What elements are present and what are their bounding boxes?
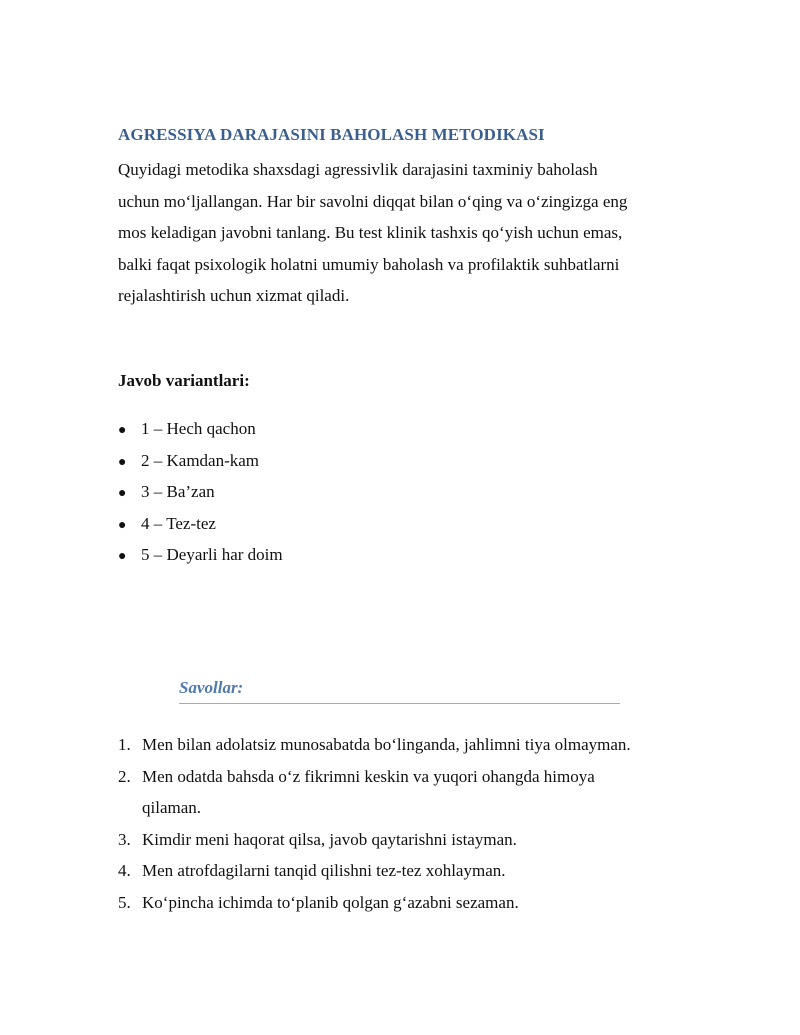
answer-option-label: 1 – Hech qachon — [141, 419, 256, 438]
question-text: Men atrofdagilarni tanqid qilishni tez-tez xohlayman. — [142, 861, 506, 880]
intro-line: uchun mo‘ljallangan. Har bir savolni diqqat bilan o‘qing va o‘zingizga eng — [118, 191, 628, 211]
heading-underline-divider — [179, 703, 620, 704]
question-number: 2. — [118, 766, 131, 786]
question-item — [118, 855, 631, 887]
question-number: 5. — [118, 892, 131, 912]
bullet-icon: ● — [118, 517, 127, 533]
answer-option — [118, 539, 283, 571]
question-number: 1. — [118, 735, 131, 754]
answer-option — [118, 476, 283, 508]
question-text: Men bilan adolatsiz munosabatda bo‘linganda, jahlimni tiya olmayman. — [142, 735, 631, 754]
answer-options-list — [118, 413, 283, 571]
question-text: Kimdir meni haqorat qilsa, javob qaytarishni istayman. — [142, 829, 517, 849]
questions-heading: Savollar: — [179, 678, 244, 697]
intro-line: rejalashtirish uchun xizmat qiladi. — [118, 286, 350, 305]
answer-option — [118, 445, 283, 477]
answer-option-label: 2 – Kamdan-kam — [141, 450, 260, 470]
question-item — [118, 824, 631, 856]
intro-line: balki faqat psixologik holatni umumiy baholash va profilaktik suhbatlarni — [118, 254, 620, 274]
questions-list — [118, 729, 631, 918]
intro-paragraph — [118, 154, 678, 312]
question-text-continued: qilaman. — [142, 798, 202, 817]
question-number: 3. — [118, 829, 131, 849]
answer-option — [118, 508, 283, 540]
question-number: 4. — [118, 861, 131, 880]
question-text: Men odatda bahsda o‘z fikrimni keskin va yuqori ohangda himoya — [142, 766, 595, 786]
document-title: AGRESSIYA DARAJASINI BAHOLASH METODIKASI — [118, 125, 545, 144]
question-text: Ko‘pincha ichimda to‘planib qolgan g‘azabni sezaman. — [142, 892, 519, 912]
question-item — [118, 761, 631, 824]
bullet-icon: ● — [118, 423, 127, 438]
answer-option — [118, 413, 283, 445]
bullet-icon: ● — [118, 454, 127, 470]
intro-line: mos keladigan javobni tanlang. Bu test klinik tashxis qo‘yish uchun emas, — [118, 223, 623, 242]
answer-option-label: 3 – Ba’zan — [141, 482, 215, 501]
intro-line: Quyidagi metodika shaxsdagi agressivlik darajasini taxminiy baholash — [118, 160, 598, 179]
bullet-icon: ● — [118, 549, 127, 564]
answer-option-label: 5 – Deyarli har doim — [141, 545, 283, 564]
answers-heading: Javob variantlari: — [118, 371, 250, 390]
answer-option-label: 4 – Tez-tez — [141, 513, 216, 533]
question-item — [118, 887, 631, 919]
question-item — [118, 729, 631, 761]
bullet-icon: ● — [118, 486, 127, 501]
